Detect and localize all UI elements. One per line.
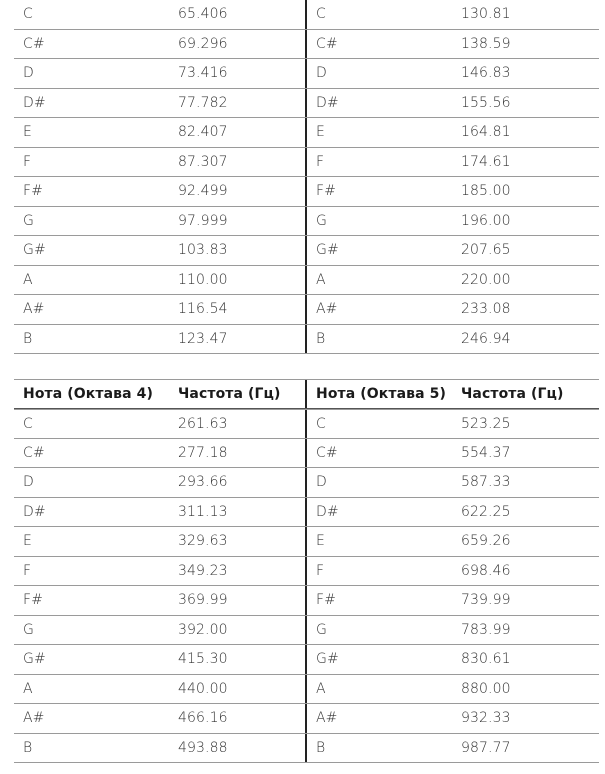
frequency-cell: 87.307 (178, 153, 228, 170)
row-left-half (14, 527, 307, 556)
frequency-cell: 622.25 (461, 503, 511, 520)
table-row (14, 704, 599, 734)
row-right-half (307, 30, 599, 59)
frequency-cell: 880.00 (461, 680, 511, 697)
table-row (14, 645, 599, 675)
row-right-half (307, 89, 599, 118)
row-right-half (307, 266, 599, 295)
note-cell: G# (316, 651, 339, 668)
note-cell: G# (316, 242, 339, 259)
frequency-cell: 659.26 (461, 533, 511, 550)
row-left-half (14, 177, 307, 206)
row-right-half (307, 410, 599, 438)
frequency-cell: 493.88 (178, 739, 228, 756)
header-note-octave-4: Нота (Октава 4) (23, 386, 153, 402)
note-cell: C (23, 6, 33, 23)
note-cell: C# (23, 444, 45, 461)
table-row (14, 409, 599, 439)
row-left-half (14, 59, 307, 88)
frequency-cell: 110.00 (178, 271, 228, 288)
frequency-cell: 739.99 (461, 592, 511, 609)
note-cell: D# (316, 503, 339, 520)
note-cell: G (316, 212, 327, 229)
frequency-cell: 146.83 (461, 65, 511, 82)
row-right-half (307, 0, 599, 29)
frequency-cell: 440.00 (178, 680, 228, 697)
note-cell: F (23, 153, 32, 170)
frequency-cell: 82.407 (178, 124, 228, 141)
table-rows (14, 0, 599, 354)
table-row (14, 118, 599, 148)
note-cell: D# (316, 94, 339, 111)
frequency-cell: 130.81 (461, 6, 511, 23)
table-row (14, 30, 599, 60)
frequency-cell: 92.499 (178, 183, 228, 200)
row-left-half (14, 266, 307, 295)
note-cell: F (316, 562, 325, 579)
note-cell: D (23, 65, 34, 82)
frequency-cell: 116.54 (178, 301, 228, 318)
row-left-half (14, 675, 307, 704)
frequency-cell: 69.296 (178, 35, 228, 52)
table-row (14, 616, 599, 646)
note-cell: A (23, 271, 33, 288)
note-cell: D# (23, 503, 46, 520)
note-cell: A# (316, 301, 338, 318)
note-cell: G (23, 212, 34, 229)
note-cell: A# (316, 710, 338, 727)
frequency-cell: 164.81 (461, 124, 511, 141)
note-cell: A (316, 271, 326, 288)
frequency-cell: 220.00 (461, 271, 511, 288)
table-header-row (14, 379, 599, 409)
frequency-cell: 415.30 (178, 651, 228, 668)
frequency-cell: 138.59 (461, 35, 511, 52)
table-row (14, 59, 599, 89)
table-row (14, 295, 599, 325)
row-left-half (14, 325, 307, 354)
frequency-cell: 207.65 (461, 242, 511, 259)
frequency-table-top (14, 0, 599, 354)
row-right-half (307, 177, 599, 206)
table-row (14, 266, 599, 296)
row-left-half (14, 498, 307, 527)
frequency-cell: 65.406 (178, 6, 228, 23)
frequency-cell: 155.56 (461, 94, 511, 111)
frequency-cell: 233.08 (461, 301, 511, 318)
row-left-half (14, 89, 307, 118)
frequency-cell: 261.63 (178, 415, 228, 432)
header-left-half (14, 380, 307, 408)
frequency-cell: 277.18 (178, 444, 228, 461)
note-cell: F (316, 153, 325, 170)
frequency-cell: 830.61 (461, 651, 511, 668)
row-right-half (307, 557, 599, 586)
note-cell: G# (23, 651, 46, 668)
row-right-half (307, 295, 599, 324)
note-cell: E (316, 124, 325, 141)
note-cell: C (316, 415, 326, 432)
frequency-cell: 329.63 (178, 533, 228, 550)
frequency-cell: 392.00 (178, 621, 228, 638)
row-right-half (307, 734, 599, 763)
table-row (14, 675, 599, 705)
note-cell: G# (23, 242, 46, 259)
note-cell: F (23, 562, 32, 579)
row-left-half (14, 295, 307, 324)
note-cell: G (316, 621, 327, 638)
note-cell: D (316, 474, 327, 491)
note-cell: C (316, 6, 326, 23)
note-cell: A# (23, 710, 45, 727)
frequency-cell: 369.99 (178, 592, 228, 609)
row-left-half (14, 410, 307, 438)
row-left-half (14, 734, 307, 763)
note-cell: G (23, 621, 34, 638)
frequency-cell: 698.46 (461, 562, 511, 579)
frequency-cell: 932.33 (461, 710, 511, 727)
note-cell: C# (23, 35, 45, 52)
note-cell: C# (316, 35, 338, 52)
row-right-half (307, 439, 599, 468)
table-row (14, 177, 599, 207)
row-left-half (14, 704, 307, 733)
frequency-cell: 103.83 (178, 242, 228, 259)
note-cell: F# (316, 183, 336, 200)
table-row (14, 236, 599, 266)
note-cell: B (316, 330, 326, 347)
note-cell: F# (23, 592, 43, 609)
note-cell: D (23, 474, 34, 491)
note-cell: A (316, 680, 326, 697)
frequency-cell: 73.416 (178, 65, 228, 82)
frequency-cell: 554.37 (461, 444, 511, 461)
frequency-cell: 196.00 (461, 212, 511, 229)
row-left-half (14, 468, 307, 497)
row-left-half (14, 236, 307, 265)
note-cell: D (316, 65, 327, 82)
row-right-half (307, 236, 599, 265)
table-row (14, 498, 599, 528)
row-right-half (307, 704, 599, 733)
table-row (14, 0, 599, 30)
table-row (14, 468, 599, 498)
header-note-octave-5: Нота (Октава 5) (316, 386, 446, 402)
row-left-half (14, 557, 307, 586)
frequency-cell: 783.99 (461, 621, 511, 638)
frequency-cell: 77.782 (178, 94, 228, 111)
row-left-half (14, 586, 307, 615)
note-cell: C (23, 415, 33, 432)
frequency-cell: 349.23 (178, 562, 228, 579)
note-cell: E (23, 533, 32, 550)
note-cell: E (23, 124, 32, 141)
table-row (14, 325, 599, 355)
note-cell: E (316, 533, 325, 550)
row-right-half (307, 468, 599, 497)
note-cell: F# (316, 592, 336, 609)
frequency-cell: 311.13 (178, 503, 228, 520)
frequency-cell: 97.999 (178, 212, 228, 229)
note-cell: A (23, 680, 33, 697)
row-left-half (14, 148, 307, 177)
row-left-half (14, 439, 307, 468)
frequency-table-bottom (14, 379, 599, 763)
row-right-half (307, 498, 599, 527)
table-row (14, 89, 599, 119)
table-row (14, 439, 599, 469)
header-frequency-left: Частота (Гц) (178, 386, 281, 402)
table-row (14, 734, 599, 764)
note-cell: A# (23, 301, 45, 318)
note-cell: C# (316, 444, 338, 461)
frequency-cell: 246.94 (461, 330, 511, 347)
note-cell: D# (23, 94, 46, 111)
frequency-cell: 174.61 (461, 153, 511, 170)
row-right-half (307, 616, 599, 645)
row-right-half (307, 148, 599, 177)
frequency-cell: 987.77 (461, 739, 511, 756)
row-left-half (14, 118, 307, 147)
table-row (14, 557, 599, 587)
frequency-cell: 587.33 (461, 474, 511, 491)
row-left-half (14, 0, 307, 29)
row-left-half (14, 207, 307, 236)
table-row (14, 207, 599, 237)
frequency-cell: 293.66 (178, 474, 228, 491)
row-right-half (307, 645, 599, 674)
note-cell: B (23, 739, 33, 756)
row-right-half (307, 527, 599, 556)
frequency-cell: 523.25 (461, 415, 511, 432)
row-left-half (14, 645, 307, 674)
table-row (14, 148, 599, 178)
note-cell: B (23, 330, 33, 347)
table-row (14, 527, 599, 557)
note-cell: B (316, 739, 326, 756)
table-row (14, 586, 599, 616)
note-cell: F# (23, 183, 43, 200)
row-right-half (307, 207, 599, 236)
row-left-half (14, 616, 307, 645)
frequency-cell: 466.16 (178, 710, 228, 727)
header-frequency-right: Частота (Гц) (461, 386, 564, 402)
header-right-half (307, 380, 599, 408)
frequency-cell: 185.00 (461, 183, 511, 200)
row-right-half (307, 59, 599, 88)
row-right-half (307, 118, 599, 147)
row-right-half (307, 675, 599, 704)
row-right-half (307, 586, 599, 615)
row-left-half (14, 30, 307, 59)
row-right-half (307, 325, 599, 354)
table-rows (14, 409, 599, 763)
frequency-cell: 123.47 (178, 330, 228, 347)
